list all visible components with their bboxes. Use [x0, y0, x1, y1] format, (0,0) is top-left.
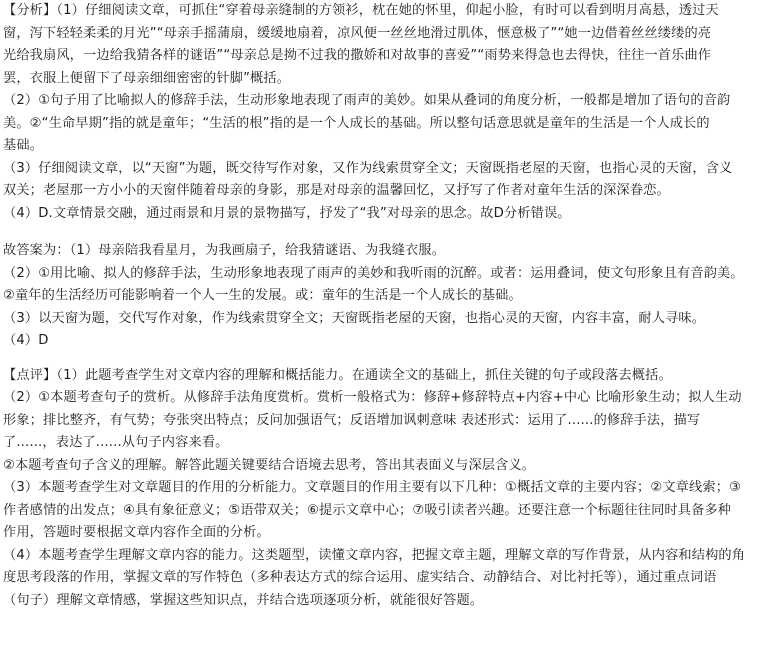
- analysis-line: （4）D.文章情景交融，通过雨景和月景的景物描写，抒发了“我”对母亲的思念。故D分析错误。: [3, 205, 571, 221]
- comment-line: （3）本题考查学生对文章题目的作用的分析能力。文章题目的作用主要有以下几种：①概括文章的主要内容；②文章线索；③: [3, 480, 742, 495]
- analysis-line: （3）仔细阅读文章，以“天窗”为题，既交待写作对象，又作为线索贯穿全文；天窗既指老屋的天窗，也指心灵的天窗，含义: [3, 160, 733, 176]
- section-spacer: [3, 225, 777, 240]
- comment-line: 作者感情的出发点；④具有象征意义；⑤语带双关；⑥提示文章中心；⑦吸引读者兴趣。还要注意一个标题往往同时具备多种: [3, 502, 732, 518]
- analysis-line: 光给我扇风，一边给我猜各样的谜语”“母亲总是拗不过我的撒娇和对故事的喜爱”“雨势来得急也去得快，往往一首乐曲作: [3, 48, 712, 63]
- analysis-line: 基础。: [3, 138, 44, 153]
- analysis-line: 窗，泻下轻轻柔柔的月光”“母亲手摇蒲扇，缓缓地扇着，凉风便一丝丝地滑过肌体，惬意极了”“她一边借着丝丝缕缕的亮: [3, 25, 712, 41]
- comment-line: （4）本题考查学生理解文章内容的能力。这类题型，读懂文章内容，把握文章主题，理解文章的写作背景，从内容和结构的角: [3, 547, 746, 563]
- section-spacer: [3, 353, 777, 365]
- answer-line: （3）以天窗为题，交代写作对象，作为线索贯穿全文；天窗既指老屋的天窗，也指心灵的天窗，内容丰富，耐人寻味。: [3, 310, 706, 326]
- comment-line: ②本题考查句子含义的理解。解答此题关键要结合语境去思考，答出其表面义与深层含义。: [3, 457, 536, 473]
- analysis-line: 美。②“生命早期”指的就是童年；“生活的根”指的是一个人成长的基础。所以整句话意思就是童年的生活是一个人成长的: [3, 115, 710, 131]
- comment-line: 作用，答题时要根据文章内容作全面的分析。: [3, 525, 270, 540]
- comment-line: （句子）理解文章情感，掌握这些知识点，并结合选项逐项分析，就能很好答题。: [3, 592, 484, 608]
- comment-line: 【点评】（1）此题考查学生对文章内容的理解和概括能力。在通读全文的基础上，抓住关键的句子或段落去概括。: [3, 367, 672, 383]
- answer-section: [3, 240, 777, 353]
- answer-line: ②童年的生活经历可能影响着一个人一生的发展。或：童年的生活是一个人成长的基础。: [3, 288, 522, 303]
- analysis-line: 罢，衣服上便留下了母亲细细密密的针脚”概括。: [3, 70, 291, 86]
- comment-line: 形象；排比整齐，有气势；夸张突出特点；反问加强语气；反语增加讽刺意味 表述形式：运用了......的修辞手法，描写: [3, 412, 701, 428]
- answer-line: （4）D: [3, 333, 49, 348]
- comment-section: [3, 365, 777, 613]
- comment-line: 度思考段落的作用，掌握文章的写作特色（多种表达方式的综合运用、虚实结合、动静结合、对比衬托等），通过重点词语: [3, 570, 717, 585]
- analysis-line: （2）①句子用了比喻拟人的修辞手法，生动形象地表现了雨声的美妙。如果从叠词的角度分析，一般都是增加了语句的音韵: [3, 93, 731, 108]
- comment-line: （2）①本题考查句子的赏析。从修辞手法角度赏析。赏析一般格式为：修辞+修辞特点+内容+中心 比喻形象生动；拟人生动: [3, 390, 742, 405]
- analysis-line: 双关；老屋那一方小小的天窗伴随着母亲的身影，那是对母亲的温馨回忆，又抒写了作者对童年生活的深深眷恋。: [3, 183, 670, 198]
- answer-line: （2）①用比喻、拟人的修辞手法，生动形象地表现了雨声的美妙和我听雨的沉醉。或者：运用叠词，使文句形象且有音韵美。: [3, 265, 744, 281]
- analysis-section: [3, 0, 777, 225]
- answer-line: 故答案为：（1）母亲陪我看星月，为我画扇子，给我猜谜语、为我缝衣服。: [3, 243, 446, 258]
- analysis-line: 【分析】（1）仔细阅读文章，可抓住“穿着母亲缝制的方领衫，枕在她的怀里，仰起小脸，有时可以看到明月高悬，透过天: [3, 3, 719, 18]
- comment-line: 了......，表达了......从句子内容来看。: [3, 435, 229, 450]
